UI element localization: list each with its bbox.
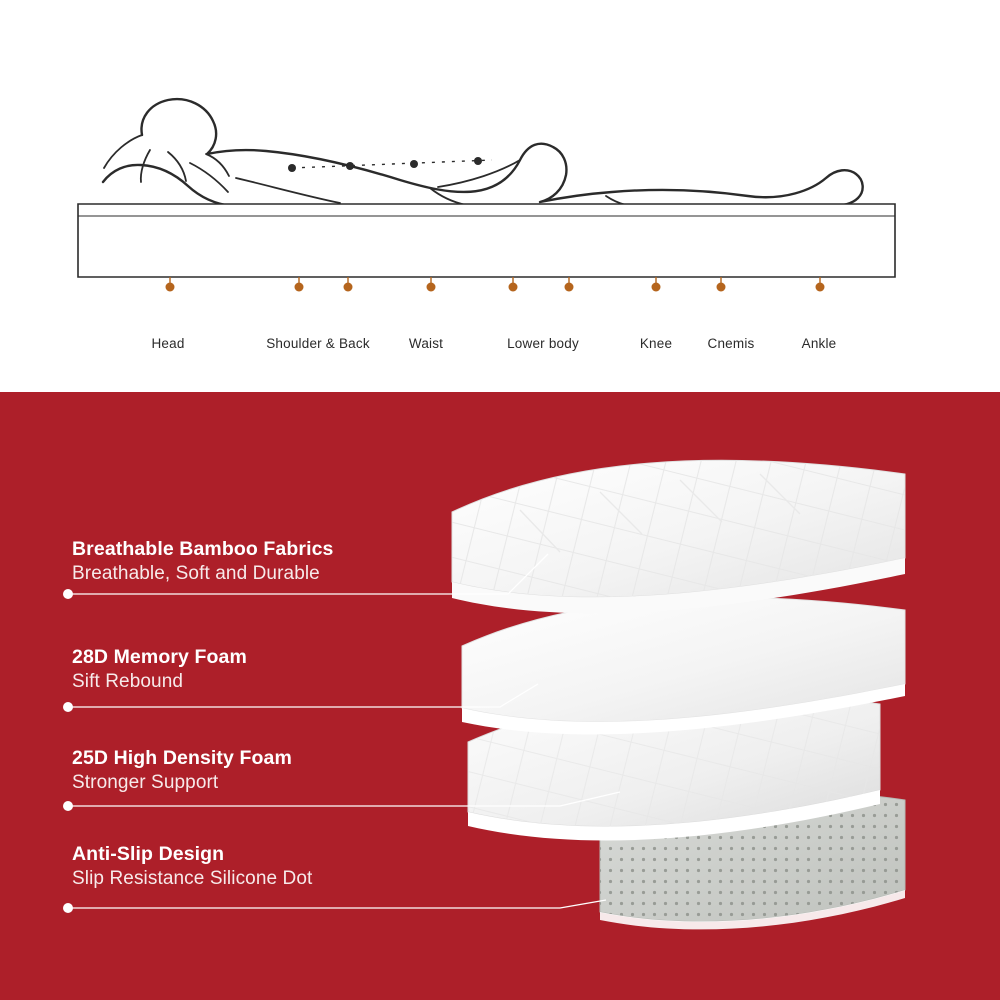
feature-anti-slip bbox=[72, 842, 312, 891]
feature-memory-foam bbox=[72, 645, 247, 694]
feature-subtitle: Stronger Support bbox=[72, 772, 219, 793]
zone-markers bbox=[166, 277, 825, 292]
layer-construction-panel bbox=[0, 392, 1000, 1000]
feature-high-density-foam bbox=[72, 746, 292, 795]
silhouette-outline bbox=[103, 99, 893, 211]
bamboo-fabric-layer bbox=[452, 460, 905, 613]
leader-line-4 bbox=[63, 900, 606, 913]
feature-subtitle: Slip Resistance Silicone Dot bbox=[72, 868, 313, 889]
zone-label-lower-body: Lower body bbox=[507, 336, 579, 351]
zone-marker bbox=[509, 277, 518, 292]
zone-label-knee: Knee bbox=[639, 336, 673, 351]
feature-bamboo-fabric bbox=[72, 537, 333, 586]
zone-marker bbox=[344, 277, 353, 292]
zone-marker bbox=[427, 277, 436, 292]
support-zone-panel bbox=[0, 0, 1000, 392]
zone-label-waist: Waist bbox=[408, 336, 444, 351]
support-zone-illustration bbox=[0, 0, 1000, 392]
zone-label-shoulder: Shoulder & Back bbox=[266, 336, 370, 351]
zone-marker bbox=[166, 277, 175, 292]
zone-label-row bbox=[0, 336, 1000, 370]
feature-subtitle: Breathable, Soft and Durable bbox=[72, 563, 320, 584]
zone-marker bbox=[652, 277, 661, 292]
feature-title: Breathable Bamboo Fabrics bbox=[72, 538, 334, 560]
zone-marker bbox=[717, 277, 726, 292]
feature-title: 28D Memory Foam bbox=[72, 646, 247, 668]
mattress-cross-section bbox=[78, 204, 895, 277]
feature-title: 25D High Density Foam bbox=[72, 747, 292, 769]
feature-title: Anti-Slip Design bbox=[72, 843, 225, 865]
zone-marker bbox=[295, 277, 304, 292]
zone-label-ankle: Ankle bbox=[801, 336, 837, 351]
zone-marker bbox=[565, 277, 574, 292]
zone-label-head: Head bbox=[151, 336, 185, 351]
exploded-layers-illustration bbox=[0, 392, 1000, 1000]
zone-label-cnemis: Cnemis bbox=[707, 336, 755, 351]
zone-marker bbox=[816, 277, 825, 292]
feature-subtitle: Sift Rebound bbox=[72, 671, 184, 692]
